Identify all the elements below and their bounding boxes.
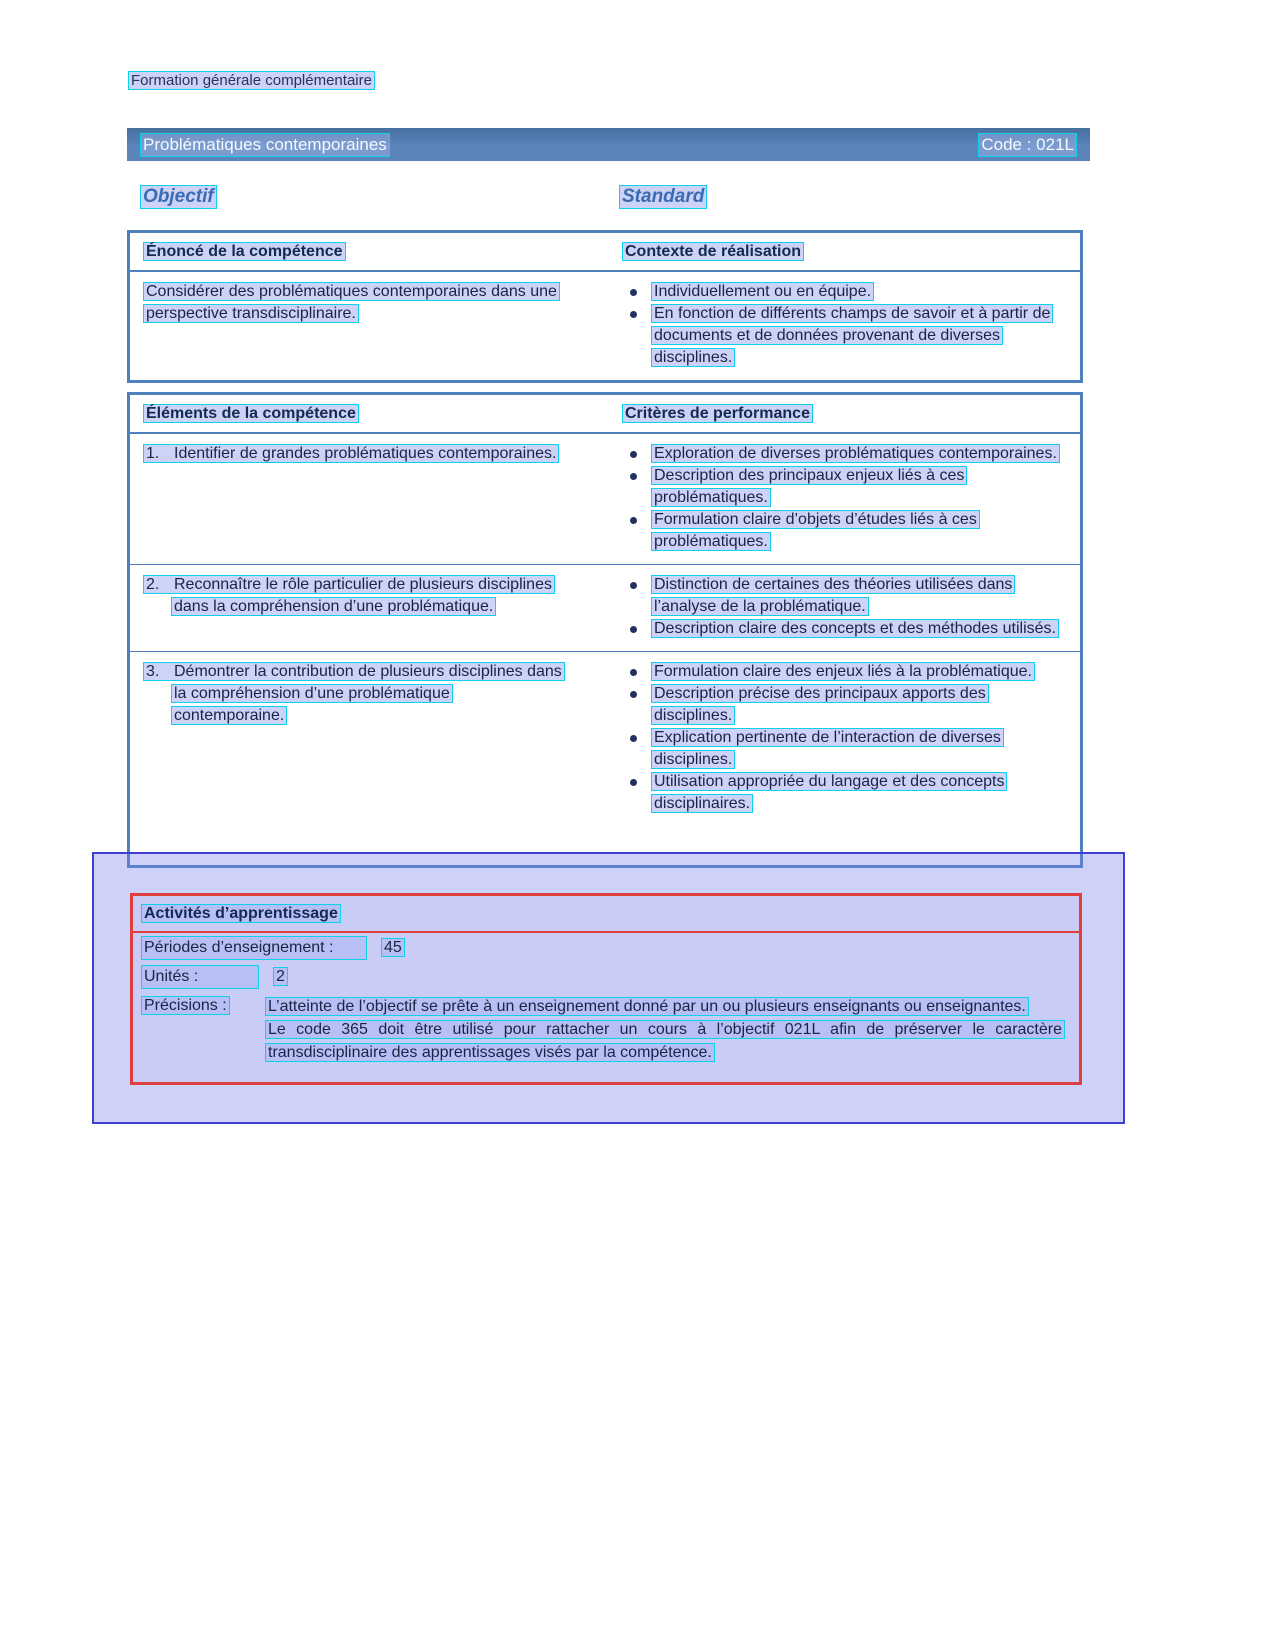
header-cell-elements: [130, 403, 600, 425]
table-row: [130, 272, 1080, 380]
activites-box: [130, 893, 1082, 1085]
elements-table: [127, 392, 1083, 868]
bullet-item: [622, 661, 1066, 683]
bullet-item: [622, 683, 1066, 727]
bullet-item: [622, 281, 1066, 303]
element-cell: [130, 443, 600, 553]
periodes-value: 45: [381, 938, 405, 957]
header-text: Énoncé de la compétence: [143, 242, 346, 261]
unites-value: 2: [273, 967, 288, 986]
competence-table: [127, 230, 1083, 383]
activites-title-row: [133, 896, 1079, 933]
table-row: [130, 564, 1080, 651]
bullet-text: Utilisation appropriée du langage et des concepts disciplinaires.: [651, 772, 1007, 813]
bullet-text: Individuellement ou en équipe.: [651, 282, 874, 301]
bullet-text: Formulation claire d’objets d’études liés à ces problématiques.: [651, 510, 980, 551]
periodes-label: Périodes d’enseignement :: [141, 936, 367, 960]
header-cell-contexte: [600, 241, 1080, 263]
bullet-icon: [630, 451, 637, 458]
header-text: Contexte de réalisation: [622, 242, 804, 261]
running-header-text: Formation générale complémentaire: [128, 71, 375, 90]
contexte-cell: [600, 281, 1080, 369]
bullet-text: Explication pertinente de l’interaction de diverses disciplines.: [651, 728, 1004, 769]
running-header: [128, 70, 375, 92]
document-title: Problématiques contemporaines: [140, 133, 390, 157]
bullet-item: [622, 771, 1066, 815]
periodes-row: [133, 933, 1079, 962]
precisions-label: Précisions :: [141, 996, 230, 1015]
bullet-icon: [630, 517, 637, 524]
element-number: 1.: [146, 445, 160, 462]
bullet-icon: [630, 311, 637, 318]
bullet-text: Description des principaux enjeux liés à ces problématiques.: [651, 466, 967, 507]
element-text: Identifier de grandes problématiques contemporaines.: [174, 445, 557, 462]
element-number: 2.: [146, 576, 160, 593]
section-labels-row: [127, 185, 1083, 212]
bullet-icon: [630, 735, 637, 742]
competence-table-header: [130, 233, 1080, 272]
bullet-text: Description claire des concepts et des méthodes utilisés.: [651, 619, 1059, 638]
bullet-icon: [630, 582, 637, 589]
criteres-cell: [600, 574, 1080, 640]
table-row: [130, 434, 1080, 564]
bullet-item: [622, 303, 1066, 369]
element-text: Démontrer la contribution de plusieurs disciplines dans la compréhension d’une problématique contemporaine.: [174, 663, 562, 724]
precisions-text-cell: [265, 995, 1071, 1064]
header-text: Éléments de la compétence: [143, 404, 359, 423]
bullet-text: Distinction de certaines des théories utilisées dans l’analyse de la problématique.: [651, 575, 1015, 616]
enonce-cell: [130, 281, 600, 369]
bullet-icon: [630, 626, 637, 633]
criteres-cell: [600, 661, 1080, 815]
element-cell: [130, 574, 600, 640]
standard-label: Standard: [619, 185, 707, 209]
precisions-label-cell: [141, 995, 265, 1064]
header-text: Critères de performance: [622, 404, 813, 423]
bullet-item: [622, 574, 1066, 618]
element-number: 3.: [146, 663, 160, 680]
bullet-item: [622, 727, 1066, 771]
document-code: Code : 021L: [978, 133, 1077, 157]
precisions-paragraph: L’atteinte de l’objectif se prête à un enseignement donné par un ou plusieurs enseignants ou enseignantes.: [265, 997, 1029, 1016]
element-text: Reconnaître le rôle particulier de plusieurs disciplines dans la compréhension d’une problématique.: [174, 576, 552, 615]
criteres-cell: [600, 443, 1080, 553]
header-cell-enonce: [130, 241, 600, 263]
bullet-icon: [630, 289, 637, 296]
bullet-text: Description précise des principaux apports des disciplines.: [651, 684, 989, 725]
competence-text: Considérer des problématiques contemporaines dans une perspective transdisciplinaire.: [143, 282, 560, 323]
bullet-item: [622, 443, 1066, 465]
activites-title: Activités d’apprentissage: [141, 904, 341, 923]
element-cell: [130, 661, 600, 815]
bullet-text: En fonction de différents champs de savoir et à partir de documents et de données provenant de diverses disciplines.: [651, 304, 1053, 367]
bullet-text: Exploration de diverses problématiques contemporaines.: [651, 444, 1060, 463]
bullet-icon: [630, 779, 637, 786]
bullet-icon: [630, 691, 637, 698]
bullet-item: [622, 618, 1066, 640]
elements-table-header: [130, 395, 1080, 434]
unites-label: Unités :: [141, 965, 259, 989]
precisions-row: [133, 991, 1079, 1072]
bullet-text: Formulation claire des enjeux liés à la problématique.: [651, 662, 1035, 681]
title-bar: [127, 128, 1090, 161]
header-cell-criteres: [600, 403, 1080, 425]
bullet-item: [622, 465, 1066, 509]
bullet-item: [622, 509, 1066, 553]
bullet-icon: [630, 473, 637, 480]
bullet-icon: [630, 669, 637, 676]
table-row: [130, 651, 1080, 826]
unites-row: [133, 962, 1079, 991]
objectif-label: Objectif: [140, 185, 217, 209]
precisions-paragraph: Le code 365 doit être utilisé pour rattacher un cours à l’objectif 021L afin de préserver le caractère transdisciplinaire des apprentissages visés par la compétence.: [265, 1020, 1065, 1062]
